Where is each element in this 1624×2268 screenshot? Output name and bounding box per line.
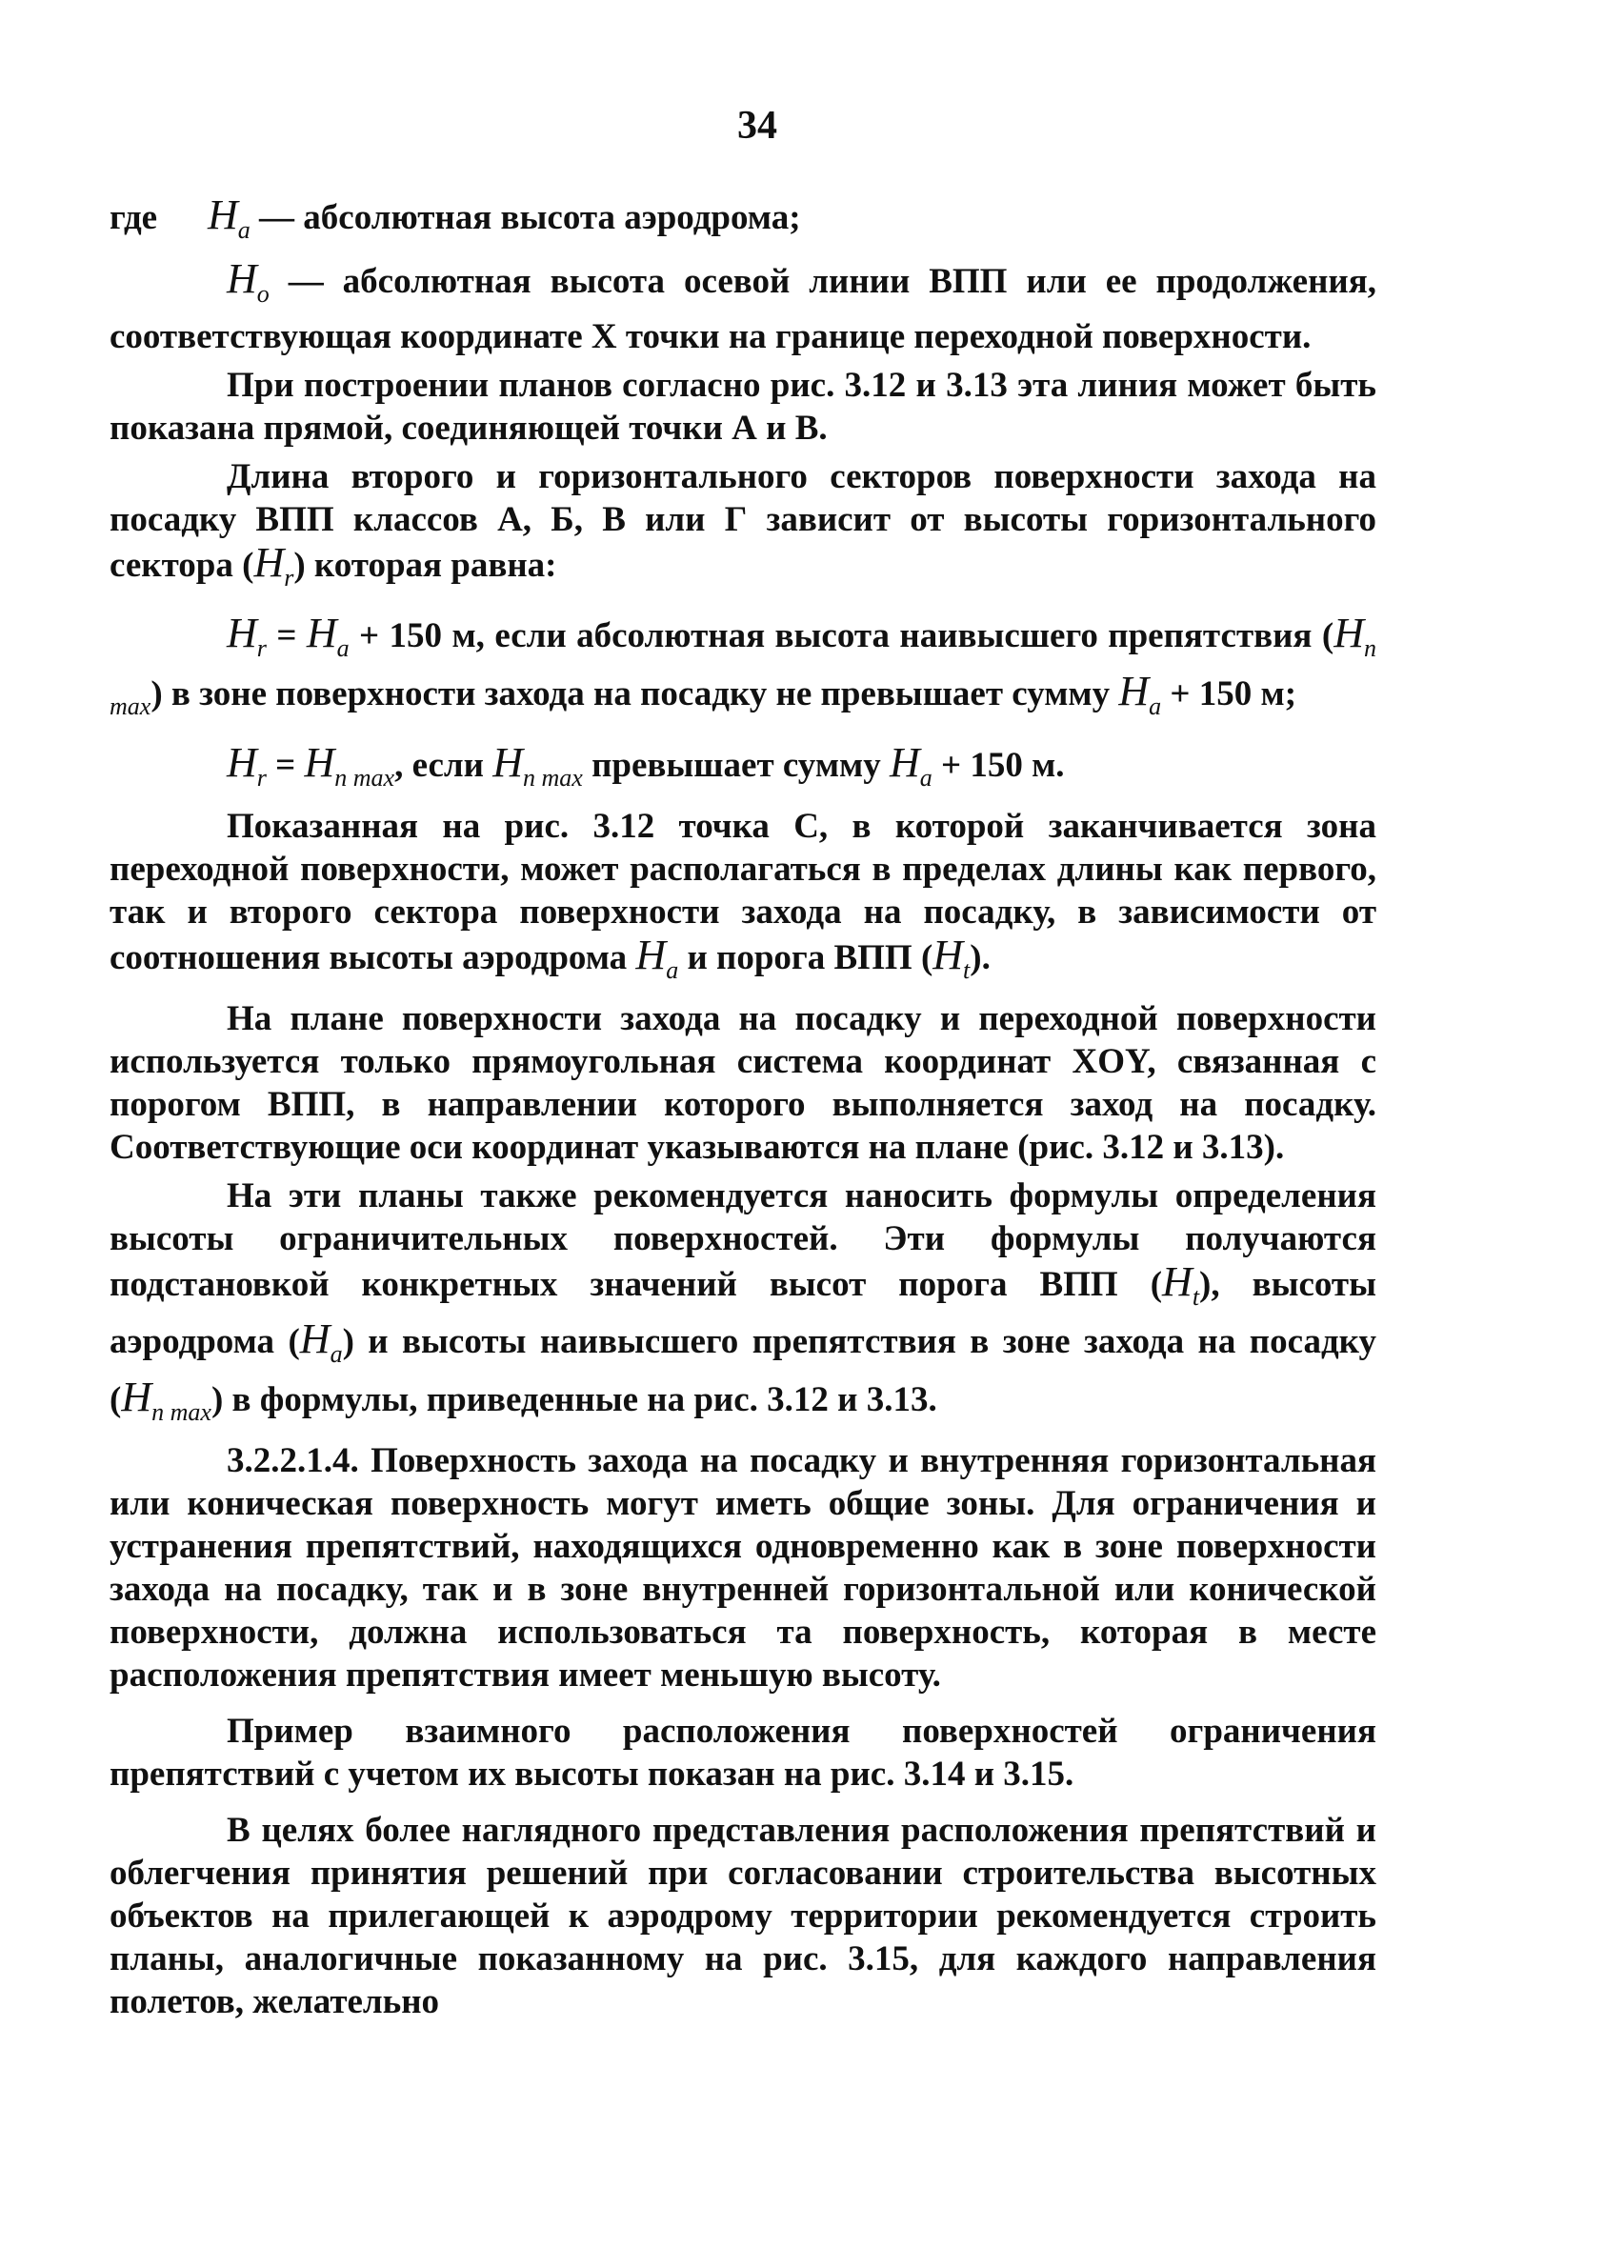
paragraph-4: На плане поверхности захода на посадку и переходной поверхности используется только прямоугольная система координат XOY, связанная с порогом ВПП, в направлении которого выполняется заход на посадку. Соответствующие оси координат указываются на плане (рис. 3.12 и 3.13). [110, 998, 1376, 1167]
paragraph-3: Показанная на рис. 3.12 точка С, в которой заканчивается зона переходной поверхности, может располагаться в пределах длины как первого, так и второго сектора поверхности захода на посадку, в зависимости от соотношения высоты аэродрома $H_a$ и порога ВПП $(H_t)$. [110, 806, 1376, 984]
paragraph-7: Пример взаимного расположения поверхностей ограничения препятствий с учетом их высоты показан на рис. 3.14 и 3.15. [110, 1711, 1376, 1794]
document-page [110, 105, 1376, 2023]
paragraph-1: При построении планов согласно рис. 3.12 и 3.13 эта линия может быть показана прямой, соединяющей точки А и В. [110, 365, 1376, 448]
definition-h0-text: — абсолютная высота осевой линии ВПП или ее продолжения, соответствующая координате Х точки на границе переходной поверхности. [110, 261, 1376, 356]
symbol-hr: $H_r$ [253, 538, 294, 592]
symbol-h0: $H_o$ [227, 254, 270, 308]
definition-h0 [110, 254, 1376, 358]
definition-ha-text: — абсолютная высота аэродрома; [250, 198, 801, 237]
paragraph-2: Длина второго и горизонтального секторов поверхности захода на посадку ВПП классов А, Б, В или Г зависит от высоты горизонтального сектора $(H_r)$ которая равна: [110, 456, 1376, 592]
definition-ha [110, 193, 1376, 251]
symbol-ha: $H_a$ [208, 191, 251, 244]
formula-1: $H_r = H_a + 150$ м, если абсолютная высота наивысшего препятствия $(H_{n max})$ в зоне поверхности захода на посадку не превышает сумму $H_a + 150$ м; [110, 610, 1376, 720]
page-number: 34 [737, 104, 777, 148]
paragraph-5: На эти планы также рекомендуется наносить формулы определения высоты ограничительных поверхностей. Эти формулы получаются подстановкой конкретных значений высот порога ВПП $(H_t)$, высоты аэродрома $(H_a)$ и высоты наивысшего препятствия в зоне захода на посадку $(H_{n max})$ в формулы, приведенные на рис. 3.12 и 3.13. [110, 1175, 1376, 1426]
paragraph-8: В целях более наглядного представления расположения препятствий и облегчения принятия решений при согласовании строительства высотных объектов на прилегающей к аэродрому территории рекомендуется строить планы, аналогичные показанному на рис. 3.15, для каждого направления полетов, желательно [110, 1810, 1376, 2021]
where-label: где [110, 198, 158, 237]
formula-2: $H_r = H_{n max}$, если $H_{n max}$ превышает сумму $H_a + 150$ м. [227, 738, 1065, 792]
paragraph-6: 3.2.2.1.4. Поверхность захода на посадку и внутренняя горизонтальная или коническая поверхность могут иметь общие зоны. Для ограничения и устранения препятствий, находящихся одновременно как в зоне поверхности захода на посадку, так и в зоне внутренней горизонтальной или конической поверхности, должна использоваться та поверхность, которая в месте расположения препятствия имеет меньшую высоту. [110, 1440, 1376, 1695]
